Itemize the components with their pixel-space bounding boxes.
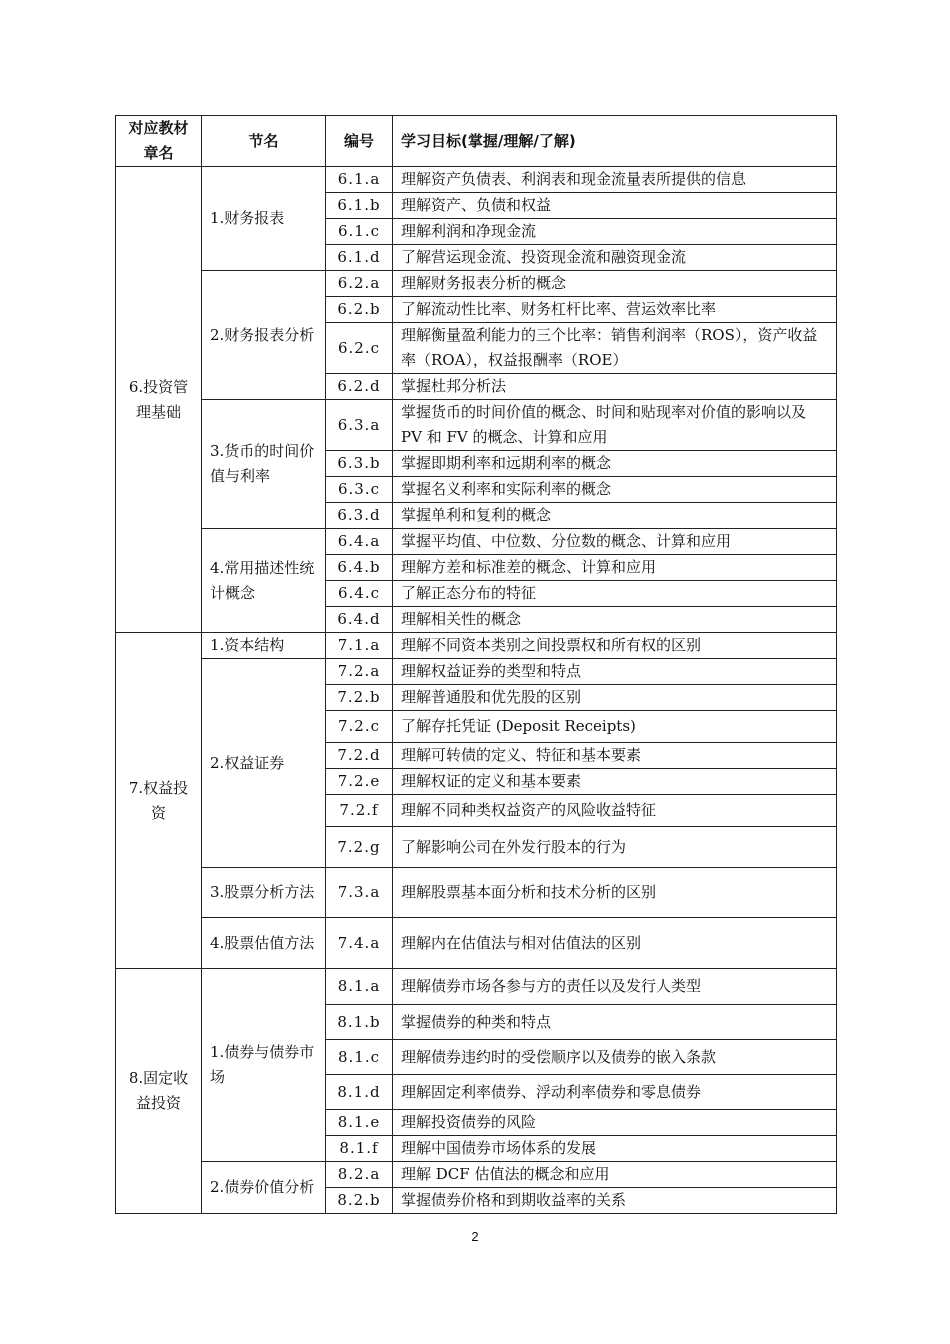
header-row (116, 116, 837, 167)
objective-code: 8.1.a (326, 969, 393, 1005)
objective-code: 6.1.c (326, 219, 393, 245)
objective-code: 7.1.a (326, 633, 393, 659)
objective-code: 7.2.c (326, 711, 393, 743)
objective-code: 8.1.b (326, 1005, 393, 1040)
objective-goal: 理解权益证券的类型和特点 (393, 659, 837, 685)
objective-goal: 掌握即期利率和远期利率的概念 (393, 451, 837, 477)
objective-code: 6.4.c (326, 581, 393, 607)
header-section: 节名 (202, 116, 326, 167)
objective-code: 8.2.a (326, 1162, 393, 1188)
objective-code: 7.2.f (326, 795, 393, 827)
table-row (116, 633, 837, 659)
objective-code: 8.2.b (326, 1188, 393, 1214)
objective-code: 8.1.c (326, 1040, 393, 1075)
section-name: 2.财务报表分析 (202, 271, 326, 400)
objective-goal: 掌握名义利率和实际利率的概念 (393, 477, 837, 503)
table-body (116, 167, 837, 1214)
objective-code: 8.1.f (326, 1136, 393, 1162)
objective-goal: 理解中国债券市场体系的发展 (393, 1136, 837, 1162)
objective-code: 6.3.a (326, 400, 393, 451)
table-row (116, 167, 837, 193)
header-goal: 学习目标(掌握/理解/了解) (393, 116, 837, 167)
table-row (116, 529, 837, 555)
objective-code: 6.4.b (326, 555, 393, 581)
objective-goal: 了解营运现金流、投资现金流和融资现金流 (393, 245, 837, 271)
objective-goal: 理解债券违约时的受偿顺序以及债券的嵌入条款 (393, 1040, 837, 1075)
objective-goal: 掌握债券价格和到期收益率的关系 (393, 1188, 837, 1214)
objective-code: 6.2.c (326, 323, 393, 374)
objective-goal: 理解可转债的定义、特征和基本要素 (393, 743, 837, 769)
objective-goal: 理解权证的定义和基本要素 (393, 769, 837, 795)
objective-goal: 理解内在估值法与相对估值法的区别 (393, 918, 837, 969)
objective-goal: 理解资产、负债和权益 (393, 193, 837, 219)
table-row (116, 868, 837, 918)
objective-code: 7.2.e (326, 769, 393, 795)
header-code: 编号 (326, 116, 393, 167)
objective-goal: 理解方差和标准差的概念、计算和应用 (393, 555, 837, 581)
objective-code: 7.2.g (326, 827, 393, 868)
objective-code: 6.1.a (326, 167, 393, 193)
table-row (116, 271, 837, 297)
objective-code: 6.2.d (326, 374, 393, 400)
section-name: 2.权益证券 (202, 659, 326, 868)
objective-code: 8.1.d (326, 1075, 393, 1110)
objective-code: 6.3.c (326, 477, 393, 503)
objective-code: 6.1.d (326, 245, 393, 271)
objective-code: 6.2.b (326, 297, 393, 323)
table-row (116, 969, 837, 1005)
chapter-name: 8.固定收益投资 (116, 969, 202, 1214)
objective-goal: 理解财务报表分析的概念 (393, 271, 837, 297)
objective-goal: 理解衡量盈利能力的三个比率：销售利润率（ROS），资产收益率（ROA），权益报酬率（ROE） (393, 323, 837, 374)
section-name: 1.资本结构 (202, 633, 326, 659)
chapter-name: 6.投资管理基础 (116, 167, 202, 633)
page-number: 2 (471, 1229, 479, 1244)
objective-goal: 理解利润和净现金流 (393, 219, 837, 245)
objective-goal: 掌握货币的时间价值的概念、时间和贴现率对价值的影响以及 PV 和 FV 的概念、计算和应用 (393, 400, 837, 451)
objective-goal: 理解 DCF 估值法的概念和应用 (393, 1162, 837, 1188)
header-chapter: 对应教材章名 (116, 116, 202, 167)
objective-goal: 理解固定利率债券、浮动利率债券和零息债券 (393, 1075, 837, 1110)
objective-goal: 掌握平均值、中位数、分位数的概念、计算和应用 (393, 529, 837, 555)
section-name: 4.常用描述性统计概念 (202, 529, 326, 633)
objective-code: 8.1.e (326, 1110, 393, 1136)
objective-goal: 掌握杜邦分析法 (393, 374, 837, 400)
objective-code: 7.2.a (326, 659, 393, 685)
objective-goal: 理解相关性的概念 (393, 607, 837, 633)
section-name: 3.货币的时间价值与利率 (202, 400, 326, 529)
objective-code: 7.2.d (326, 743, 393, 769)
chapter-name: 7.权益投资 (116, 633, 202, 969)
table-row (116, 1162, 837, 1188)
objective-goal: 掌握债券的种类和特点 (393, 1005, 837, 1040)
objective-code: 7.4.a (326, 918, 393, 969)
objective-code: 6.4.a (326, 529, 393, 555)
section-name: 2.债券价值分析 (202, 1162, 326, 1214)
objective-goal: 理解普通股和优先股的区别 (393, 685, 837, 711)
objective-code: 6.3.d (326, 503, 393, 529)
objective-goal: 理解资产负债表、利润表和现金流量表所提供的信息 (393, 167, 837, 193)
objective-goal: 了解流动性比率、财务杠杆比率、营运效率比率 (393, 297, 837, 323)
objective-code: 6.3.b (326, 451, 393, 477)
objective-code: 6.4.d (326, 607, 393, 633)
objective-goal: 理解股票基本面分析和技术分析的区别 (393, 868, 837, 918)
objective-goal: 理解债券市场各参与方的责任以及发行人类型 (393, 969, 837, 1005)
section-name: 4.股票估值方法 (202, 918, 326, 969)
table-row (116, 659, 837, 685)
objective-code: 6.2.a (326, 271, 393, 297)
objective-goal: 了解正态分布的特征 (393, 581, 837, 607)
objective-goal: 理解不同种类权益资产的风险收益特征 (393, 795, 837, 827)
objective-goal: 理解不同资本类别之间投票权和所有权的区别 (393, 633, 837, 659)
table-row (116, 918, 837, 969)
learning-objectives-table (115, 115, 837, 1214)
objective-goal: 了解影响公司在外发行股本的行为 (393, 827, 837, 868)
objective-goal: 了解存托凭证 (Deposit Receipts) (393, 711, 837, 743)
section-name: 3.股票分析方法 (202, 868, 326, 918)
objective-goal: 理解投资债券的风险 (393, 1110, 837, 1136)
objective-code: 7.3.a (326, 868, 393, 918)
objective-code: 6.1.b (326, 193, 393, 219)
section-name: 1.财务报表 (202, 167, 326, 271)
objective-goal: 掌握单利和复利的概念 (393, 503, 837, 529)
table-row (116, 400, 837, 451)
section-name: 1.债券与债券市场 (202, 969, 326, 1162)
objective-code: 7.2.b (326, 685, 393, 711)
